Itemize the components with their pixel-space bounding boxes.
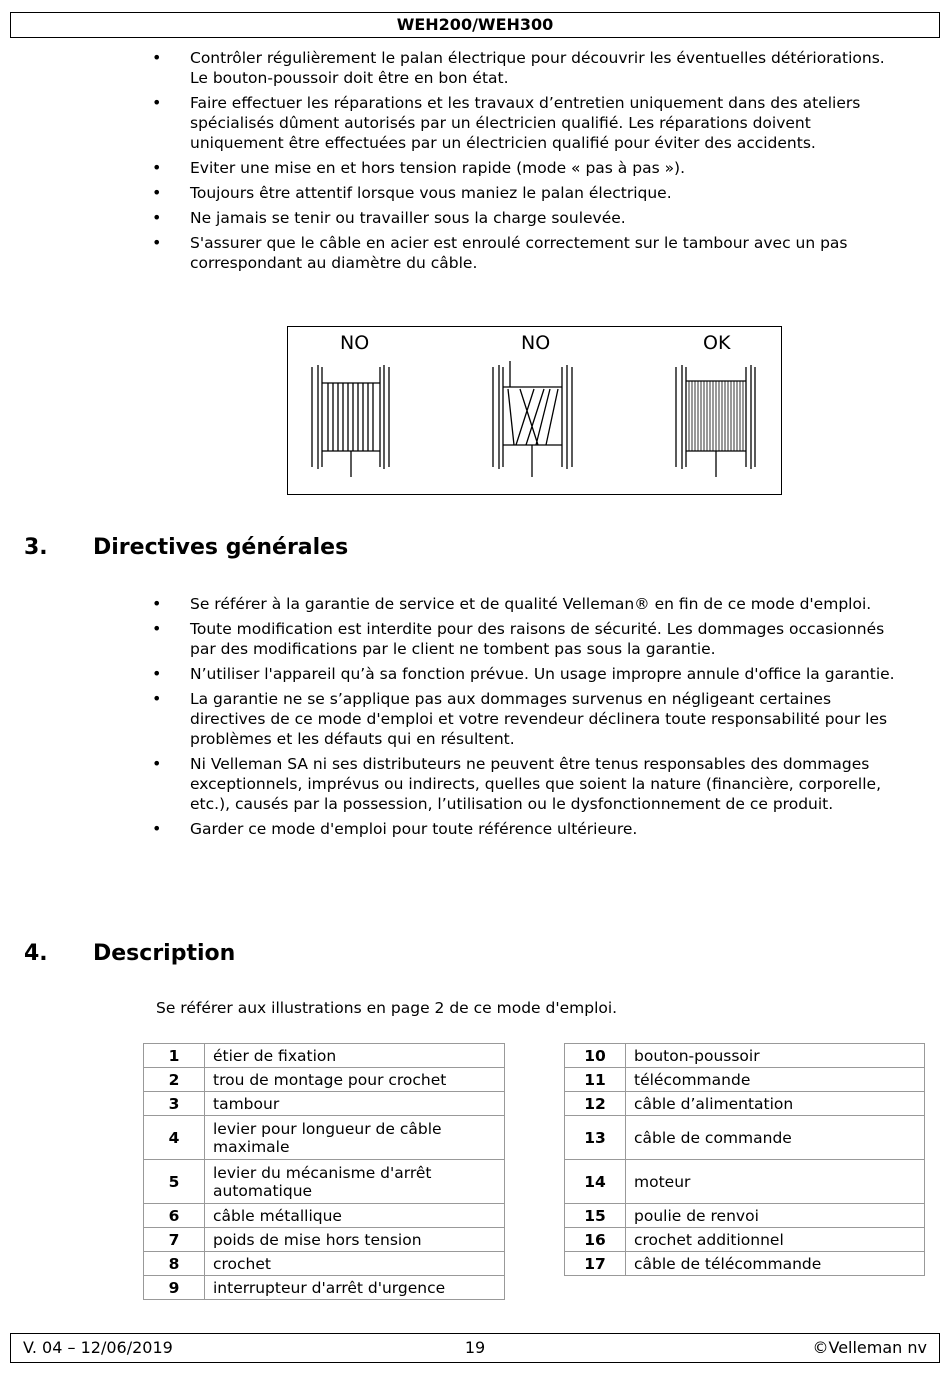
list-item: • N’utiliser l'appareil qu’à sa fonction prévue. Un usage impropre annule d'office la garantie. [152, 664, 895, 683]
section-number: 4. [24, 941, 48, 966]
list-item: • Faire effectuer les réparations et les travaux d’entretien uniquement dans des ateliers spécialisés dûment autorisés par un électricien qualifié. Les réparations doivent uniquement être effectuées par un électricien qualifié pour éviter des accidents. [152, 93, 861, 152]
list-item: • Toujours être attentif lorsque vous maniez le palan électrique. [152, 183, 672, 202]
table-row: 7 poids de mise hors tension [144, 1228, 505, 1252]
bullet-icon: • [152, 158, 162, 177]
bullet-icon: • [152, 48, 162, 67]
table-row: 5 levier du mécanisme d'arrêt automatique [144, 1160, 505, 1204]
table-row: 1 étier de fixation [144, 1044, 505, 1068]
page-number: 19 [464, 1338, 486, 1357]
bullet-icon: • [152, 183, 162, 202]
list-item: • Contrôler régulièrement le palan électrique pour découvrir les éventuelles détériorations. Le bouton-poussoir doit être en bon état. [152, 48, 885, 87]
table-row: 3 tambour [144, 1092, 505, 1116]
figure-label-no-1: NO [340, 332, 370, 354]
table-row: 8 crochet [144, 1252, 505, 1276]
section-title: Description [93, 941, 236, 966]
list-item: • Eviter une mise en et hors tension rapide (mode « pas à pas »). [152, 158, 686, 177]
table-row: 15 poulie de renvoi [565, 1204, 925, 1228]
table-row: 13 câble de commande [565, 1116, 925, 1160]
cable-winding-figure [287, 326, 782, 495]
table-row: 4 levier pour longueur de câble maximale [144, 1116, 505, 1160]
table-row: 6 câble métallique [144, 1204, 505, 1228]
bullet-icon: • [152, 664, 162, 683]
drum-no-1 [312, 365, 389, 477]
list-item: • Se référer à la garantie de service et de qualité Velleman® en fin de ce mode d'emploi. [152, 594, 872, 613]
footer-copyright: ©Velleman nv [812, 1338, 927, 1357]
figure-label-ok: OK [703, 332, 731, 354]
bullet-icon: • [152, 819, 162, 838]
bullet-icon: • [152, 233, 162, 252]
list-item: • La garantie ne se s’applique pas aux dommages survenus en négligeant certaines directives de ce mode d'emploi et votre revendeur déclinera toute responsabilité pour les problèmes et les défauts qui en résultent. [152, 689, 888, 748]
list-item: • Toute modification est interdite pour des raisons de sécurité. Les dommages occasionnés par des modifications par le client ne tombent pas sous la garantie. [152, 619, 885, 658]
page-footer [10, 1333, 940, 1363]
drum-ok [676, 365, 755, 477]
footer-version: V. 04 – 12/06/2019 [23, 1338, 173, 1357]
bullet-icon: • [152, 754, 162, 773]
section-number: 3. [24, 535, 48, 560]
table-row: 17 câble de télécommande [565, 1252, 925, 1276]
table-row: 14 moteur [565, 1160, 925, 1204]
list-item: • Ni Velleman SA ni ses distributeurs ne peuvent être tenus responsables des dommages exceptionnels, imprévus ou indirects, quelles que soient la nature (financière, corporelle, etc.), causés par la possession, l’utilisation ou le dysfonctionnement de ce produit. [152, 754, 882, 813]
table-row: 2 trou de montage pour crochet [144, 1068, 505, 1092]
bullet-icon: • [152, 594, 162, 613]
table-row: 11 télécommande [565, 1068, 925, 1092]
bullet-icon: • [152, 93, 162, 112]
list-item: • Garder ce mode d'emploi pour toute référence ultérieure. [152, 819, 638, 838]
table-row: 9 interrupteur d'arrêt d'urgence [144, 1276, 505, 1300]
parts-table-right [564, 1043, 925, 1276]
table-row: 10 bouton-poussoir [565, 1044, 925, 1068]
figure-label-no-2: NO [521, 332, 551, 354]
bullet-icon: • [152, 619, 162, 638]
table-row: 12 câble d’alimentation [565, 1092, 925, 1116]
list-item: • S'assurer que le câble en acier est enroulé correctement sur le tambour avec un pas correspondant au diamètre du câble. [152, 233, 848, 272]
page-header [10, 12, 940, 38]
header-title: WEH200/WEH300 [396, 15, 554, 34]
section-title: Directives générales [93, 535, 349, 560]
parts-table-left [143, 1043, 505, 1300]
bullet-icon: • [152, 689, 162, 708]
description-intro: Se référer aux illustrations en page 2 de ce mode d'emploi. [156, 999, 618, 1017]
drum-no-2 [493, 361, 572, 477]
table-row: 16 crochet additionnel [565, 1228, 925, 1252]
list-item: • Ne jamais se tenir ou travailler sous la charge soulevée. [152, 208, 626, 227]
bullet-icon: • [152, 208, 162, 227]
general-directives-list [150, 594, 900, 844]
safety-list [150, 48, 900, 278]
